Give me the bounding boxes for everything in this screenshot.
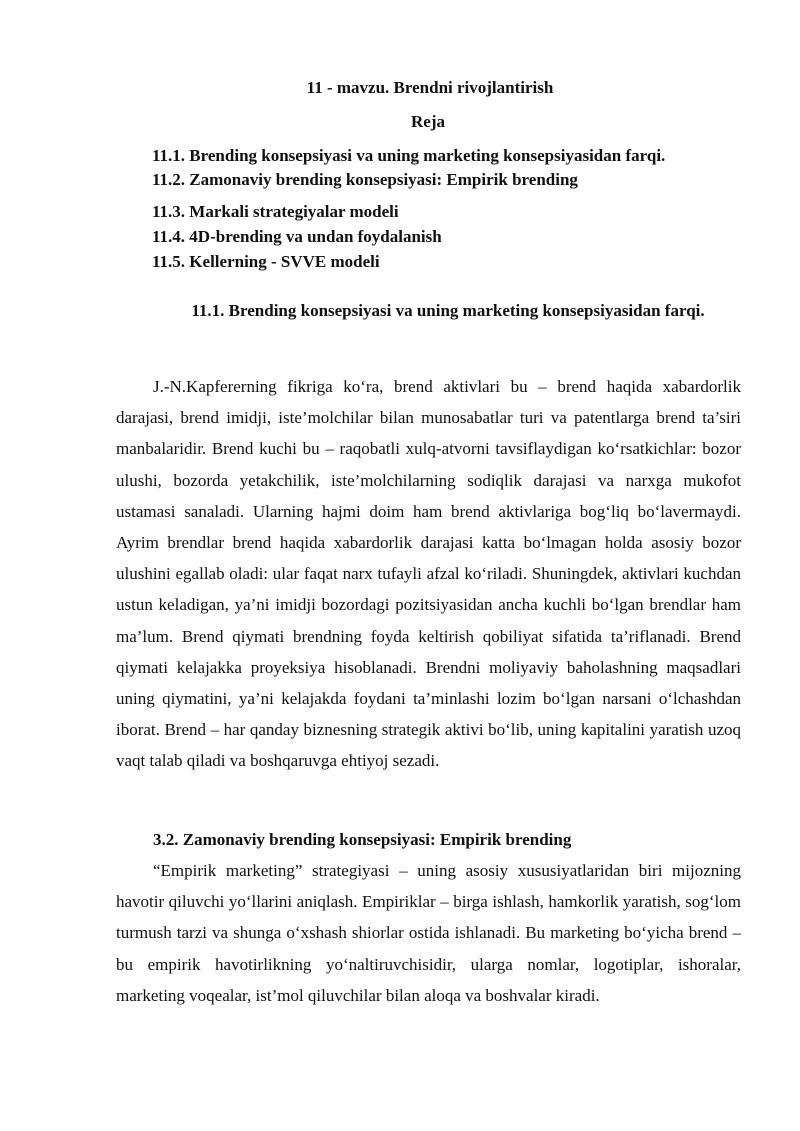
plan-item: 11.3. Markali strategiyalar modeli bbox=[152, 202, 399, 221]
plan-item: 11.1. Brending konsepsiyasi va uning marketing konsepsiyasidan farqi. bbox=[152, 146, 666, 165]
body-paragraph: J.-N.Kapfererning fikriga ko‘ra, brend aktivlari bu – brend haqida xabardorlik darajasi, brend imidji, iste’molchilar bilan munosabatlar turi va patentlarga brend ta’siri manbalaridir. Brend kuchi bu – raqobatli xulq-atvorni tavsiflaydigan ko‘rsatkichlar: bozor ulushi, bozorda yetakchilik, iste’molchilarning sodiqlik darajasi va narxga mukofot ustamasi sanaladi. Ularning hajmi doim ham brend aktivlariga bog‘liq bo‘lavermaydi. Ayrim brendlar brend haqida xabardorlik darajasi katta bo‘lmagan holda asosiy bozor ulushini egallab oladi: ular faqat narx tufayli afzal ko‘riladi. Shuningdek, aktivlari kuchdan ustun keladigan, ya’ni imidji bozordagi pozitsiyasidan ancha kuchli bo‘lgan brendlar ham ma’lum. Brend qiymati brendning foyda keltirish qobiliyat sifatida ta’riflanadi. Brend qiymati kelajakka proyeksiya hisoblanadi. Brendni moliyaviy baholashning maqsadlari uning qiymatini, ya’ni kelajakda foydani ta’minlashi lozim bo‘lgan narsani o‘lchashdan iborat. Brend – har qanday biznesning strategik aktivi bo‘lib, uning kapitalini yaratish uzoq vaqt talab qiladi va boshqaruvga ehtiyoj sezadi. bbox=[116, 377, 741, 771]
section-heading: 11.1. Brending konsepsiyasi va uning marketing konsepsiyasidan farqi. bbox=[191, 301, 705, 320]
document-title: 11 - mavzu. Brendni rivojlantirish bbox=[306, 78, 554, 97]
plan-item: 11.4. 4D-brending va undan foydalanish bbox=[152, 227, 442, 246]
body-paragraph: “Empirik marketing” strategiyasi – uning asosiy xususiyatlaridan biri mijozning havotir qiluvchi yo‘llarini aniqlash. Empiriklar – birga ishlash, hamkorlik yaratish, sog‘lom turmush tarzi va shunga o‘xshash shiorlar ostida ishlanadi. Bu marketing bo‘yicha brend – bu empirik havotirlikning yo‘naltiruvchisidir, ularga nomlar, logotiplar, ishoralar, marketing voqealar, ist’mol qiluvchilar bilan aloqa va boshvalar kiradi. bbox=[116, 861, 741, 1005]
plan-item: 11.5. Kellerning - SVVE modeli bbox=[152, 252, 380, 271]
plan-label: Reja bbox=[411, 112, 445, 131]
sub-heading: 3.2. Zamonaviy brending konsepsiyasi: Empirik brending bbox=[153, 830, 572, 849]
plan-item: 11.2. Zamonaviy brending konsepsiyasi: Empirik brending bbox=[152, 170, 578, 189]
